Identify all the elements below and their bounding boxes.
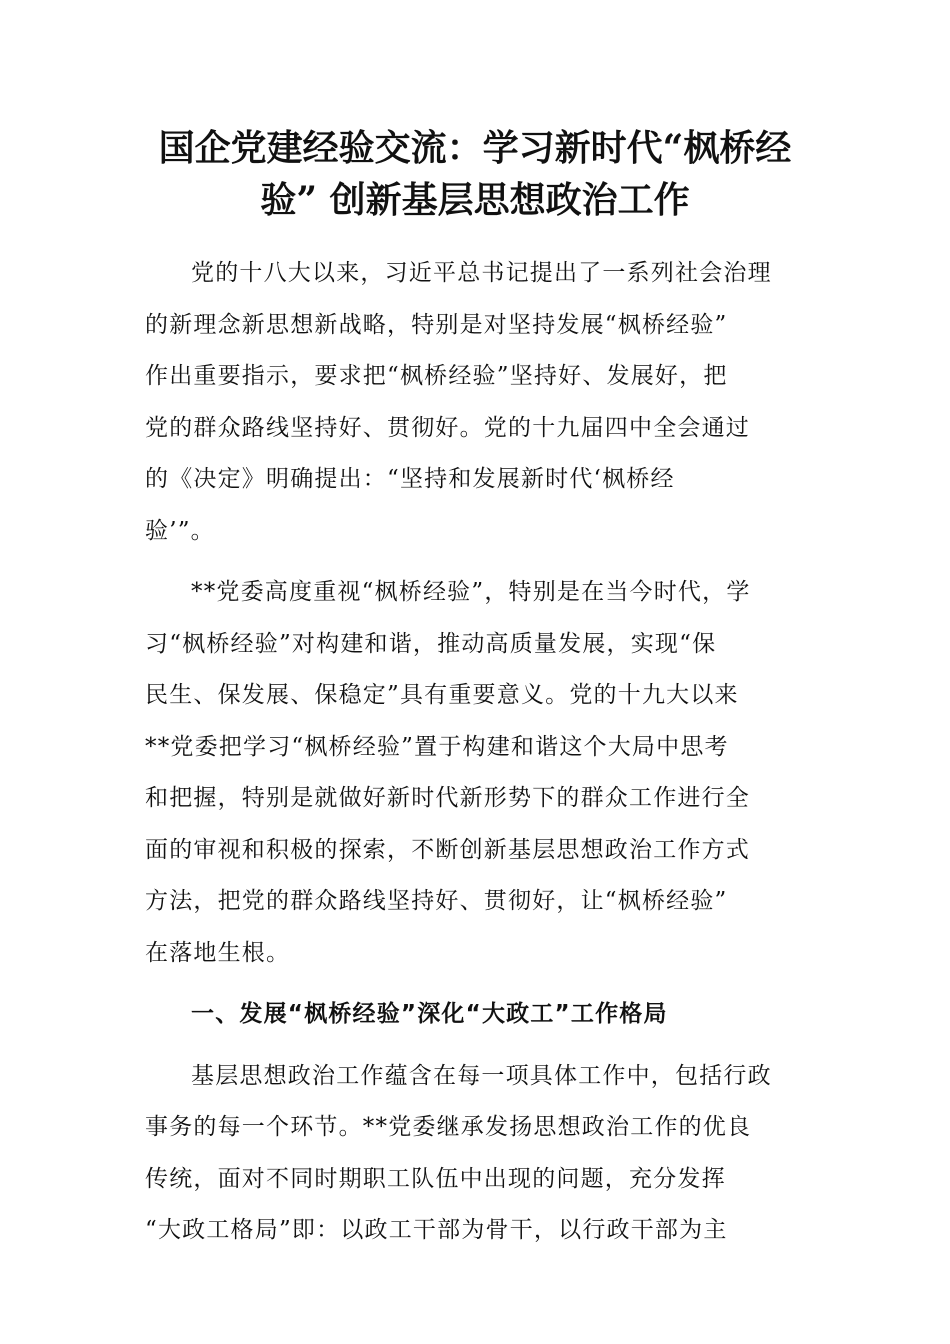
text-line: 习“枫桥经验”对构建和谐，推动高质量发展，实现“保	[145, 630, 717, 657]
paragraph-section-one	[145, 1051, 807, 1257]
text-line: “大政工格局”即：以政工干部为骨干，以行政干部为主	[145, 1217, 728, 1243]
title-line-1: 国企党建经验交流：学习新时代“枫桥经	[158, 127, 792, 169]
document-title	[130, 122, 820, 226]
text-line: 党的十八大以来，习近平总书记提出了一系列社会治理	[191, 260, 772, 286]
text-line: 的《决定》明确提出：“坚持和发展新时代‘枫桥经	[145, 466, 675, 492]
text-line: 作出重要指示，要求把“枫桥经验”坚持好、发展好，把	[145, 363, 728, 389]
text-line: 民生、保发展、保稳定”具有重要意义。党的十九大以来	[145, 682, 739, 708]
paragraph-committee	[145, 567, 807, 979]
title-line-2: 验” 创新基层思想政治工作	[260, 179, 690, 221]
text-line: 基层思想政治工作蕴含在每一项具体工作中，包括行政	[191, 1062, 772, 1089]
text-line: 和把握，特别是就做好新时代新形势下的群众工作进行全	[145, 785, 750, 811]
text-line: 方法，把党的群众路线坚持好、贯彻好，让“枫桥经验”	[145, 888, 728, 914]
text-line: 事务的每一个环节。**党委继承发扬思想政治工作的优良	[145, 1114, 752, 1140]
text-line: 面的审视和积极的探索，不断创新基层思想政治工作方式	[145, 836, 750, 863]
text-line: 的新理念新思想新战略，特别是对坚持发展“枫桥经验”	[145, 311, 728, 338]
text-line: **党委高度重视“枫桥经验”，特别是在当今时代，学	[191, 579, 751, 605]
text-line: 党的群众路线坚持好、贯彻好。党的十九届四中全会通过	[145, 414, 750, 441]
section-heading: 一、发展“枫桥经验”深化“大政工”工作格局	[191, 1001, 668, 1027]
text-line: **党委把学习“枫桥经验”置于构建和谐这个大局中思考	[145, 733, 729, 760]
document-body	[145, 248, 807, 1267]
text-line: 验’”。	[145, 517, 215, 544]
text-line: 传统，面对不同时期职工队伍中出现的问题，充分发挥	[145, 1165, 726, 1192]
text-line: 在落地生根。	[145, 939, 291, 966]
paragraph-intro	[145, 248, 807, 557]
